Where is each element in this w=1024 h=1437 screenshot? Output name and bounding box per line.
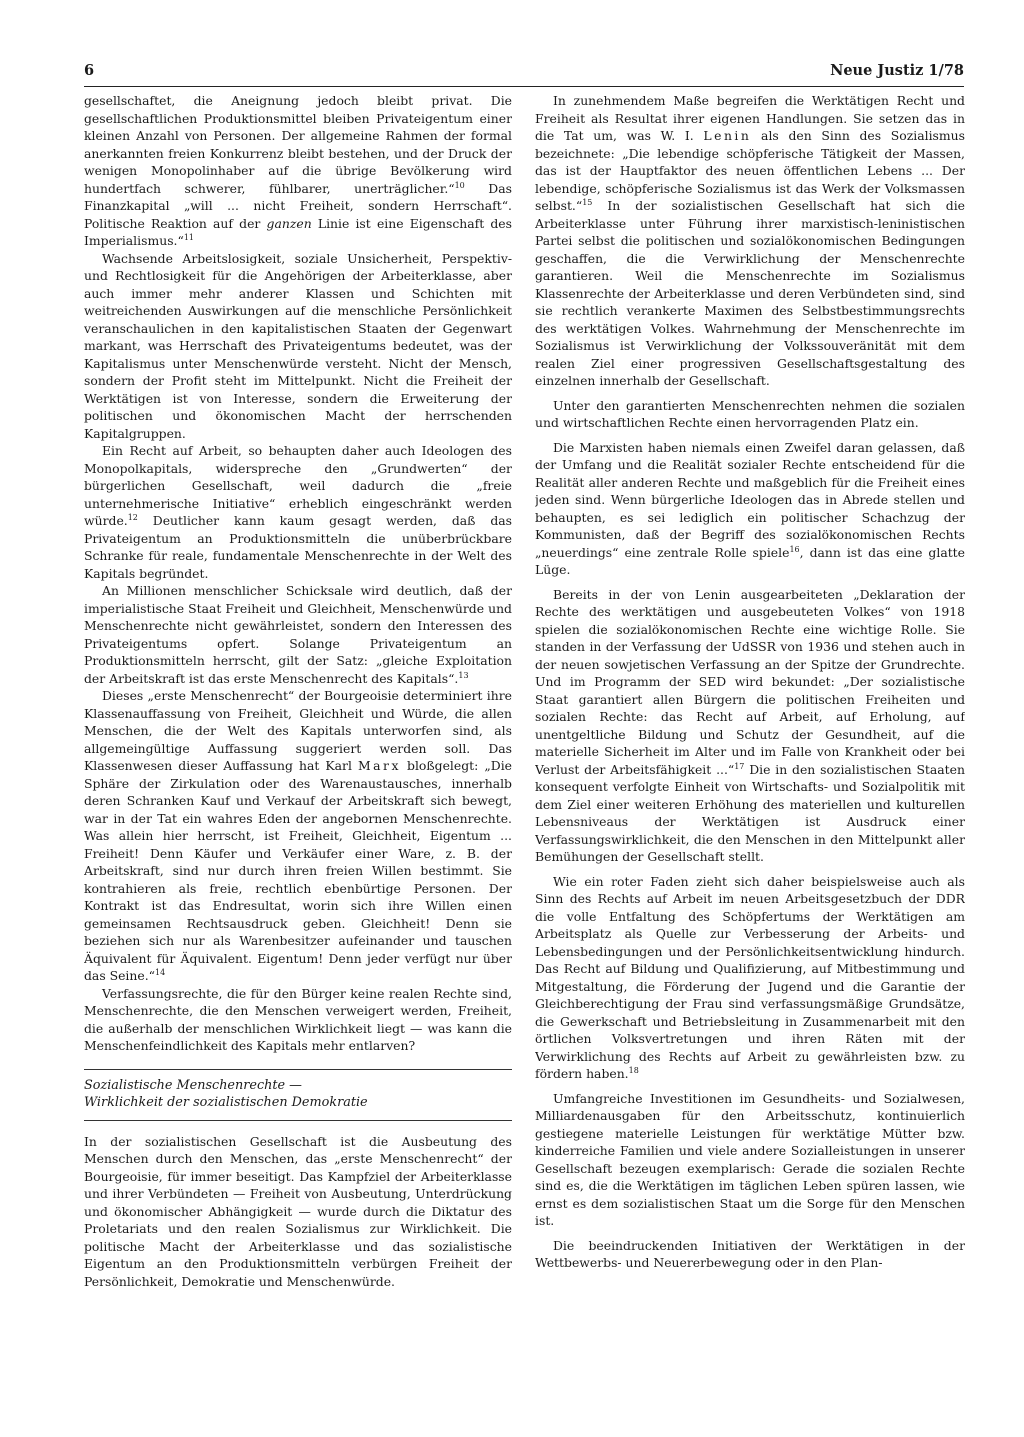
journal-issue: Neue Justiz 1/78: [830, 62, 964, 79]
footnote-ref[interactable]: 18: [628, 1066, 639, 1075]
paragraph: Die beeindruckenden Initiativen der Werktätigen in der Wettbewerbs- und Neuererbewegung oder in den Plan-: [535, 1237, 965, 1270]
paragraph: In zunehmendem Maße begreifen die Werktätigen Recht und Freiheit als Resultat ihrer eigenen Handlungen. Sie setzen das in die Tat um, was W. I. Lenin als den Sinn des Sozialismus bezeichnete: „Die lebendige schöpferische Tätigkeit der Massen, das ist der Hauptfaktor des neuen öffentlichen Lebens ... Der lebendige, schöpferische Sozialismus ist das Werk der Volksmassen selbst.“$^{15}$ In der sozialistischen Gesellschaft hat sich die Arbeiterklasse unter Führung ihrer marxistisch-leninistischen Partei selbst die politischen und sozialökonomischen Bedingungen geschaffen, die die Verwirklichung der Menschenrechte garantieren. Weil die Menschenrechte im Sozialismus Klassenrechte der Arbeiterklasse und deren Verbündeten sind, sind sie rechtlich verankerte Maximen des Selbstbestimmungsrechts des werktätigen Volkes. Wahrnehmung der Menschenrechte im Sozialismus ist Verwirklichung der Volkssouveränität mit dem realen Ziel einer progressiven Gesellschaftsgestaltung des einzelnen innerhalb der Gesellschaft.: [535, 93, 965, 388]
footnote-ref[interactable]: 16: [789, 544, 800, 554]
paragraph: In der sozialistischen Gesellschaft ist die Ausbeutung des Menschen durch den Menschen, das „erste Menschenrecht“ der Bourgeoisie, für immer beseitigt. Das Kampfziel der Arbeiterklasse und ihrer Verbündeten — Freiheit von Ausbeutung, Unterdrückung und ökonomischer Abhängigkeit — wurde durch die Diktatur des Proletariats und den realen Sozialismus zur Wirklichkeit. Die politische Macht der Arbeiterklasse und das sozialistische Eigentum an den Produktionsmitteln verbürgen Freiheit der Persönlichkeit, Demokratie und Menschenwürde.: [84, 1133, 512, 1289]
paragraph: An Millionen menschlicher Schicksale wird deutlich, daß der imperialistische Staat Freiheit und Gleichheit, Menschenwürde und Menschenrechte nicht gewährleistet, sondern den Interessen des Privateigentums opfert. Solange Privateigentum an Produktionsmitteln herrscht, gilt der Satz: „gleiche Exploitation der Arbeitskraft ist das erste Menschenrecht des Kapitals“.$^{13}$: [84, 583, 512, 686]
paragraph: Unter den garantierten Menschenrechten nehmen die sozialen und wirtschaftlichen Rechte einen hervorragenden Platz ein.: [535, 397, 965, 430]
paragraph: Umfangreiche Investitionen im Gesundheits- und Sozialwesen, Milliardenausgaben für den Arbeitsschutz, kontinuierlich gestiegene materielle Leistungen für werktätige Mütter bzw. kinderreiche Familien und viele andere Sozialleistungen in unserer Gesellschaft bezeugen exemplarisch: Gerade die sozialen Rechte sind es, die die Werktätigen im täglichen Leben spüren lassen, wie ernst es dem sozialistischen Staat um die Sorge für den Menschen ist.: [535, 1090, 965, 1228]
paragraph: Verfassungsrechte, die für den Bürger keine realen Rechte sind, Menschenrechte, die den Menschen verweigert werden, Freiheit, die außerhalb der menschlichen Wirklichkeit liegt — was kann die Menschenfeindlichkeit des Kapitals mehr entlarven?: [84, 985, 512, 1053]
footnote-ref[interactable]: 13: [458, 670, 469, 680]
paragraph: Dieses „erste Menschenrecht“ der Bourgeoisie determiniert ihre Klassenauffassung von Freiheit, Gleichheit und Würde, die allen Menschen, die der Welt des Kapitals unterworfen sind, als allgemeingültige Auffassung suggeriert werden soll. Das Klassenwesen dieser Auffassung hat Karl Marx bloßgelegt: „Die Sphäre der Zirkulation oder des Warenaustausches, innerhalb deren Schranken Kauf und Verkauf der Arbeitskraft sich bewegt, war in der Tat ein wahres Eden der angebornen Menschenrechte. Was allein hier herrscht, ist Freiheit, Gleichheit, Eigentum ... Freiheit! Denn Käufer und Verkäufer einer Ware, z. B. der Arbeitskraft, sind nur durch ihren freien Willen bestimmt. Sie kontrahieren als freie, rechtlich ebenbürtige Personen. Der Kontrakt ist das Endresultat, worin sich ihre Willen einen gemeinsamen Rechtsausdruck geben. Gleichheit! Denn sie beziehen sich nur als Warenbesitzer aufeinander und tauschen Äquivalent für Äquivalent. Eigentum! Denn jeder verfügt nur über das Seine.“$^{14}$: [84, 688, 512, 983]
footnote-ref[interactable]: 10: [454, 180, 465, 190]
section-heading: Sozialistische Menschenrechte — Wirklichkeit der sozialistischen Demokratie: [84, 1069, 512, 1121]
page-number: 6: [84, 62, 95, 79]
footnote-ref[interactable]: 17: [734, 761, 745, 771]
footnote-ref[interactable]: 11: [183, 233, 195, 242]
footnote-ref[interactable]: 14: [155, 968, 166, 977]
paragraph: gesellschaftet, die Aneignung jedoch bleibt privat. Die gesellschaftlichen Produktionsmittel bleiben Privateigentum einer kleinen Anzahl von Personen. Der allgemeine Rahmen der formal anerkannten freien Konkurrenz bleibt bestehen, und der Druck der wenigen Monopolinhaber auf die übrige Bevölkerung wird hundertfach schwerer, fühlbarer, unerträglicher.“$^{10}$ Das Finanzkapital „will ... nicht Freiheit, sondern Herrschaft“. Politische Reaktion auf der ganzen Linie ist eine Eigenschaft des Imperialismus.“$^{11}$: [84, 93, 512, 248]
left-column: [84, 92, 512, 1392]
running-header: [84, 60, 964, 87]
right-column: [535, 92, 965, 1392]
footnote-ref[interactable]: 12: [127, 513, 138, 522]
paragraph: Wachsende Arbeitslosigkeit, soziale Unsicherheit, Perspektiv- und Rechtlosigkeit für die Angehörigen der Arbeiterklasse, aber auch immer mehr anderer Klassen und Schichten mit weitreichenden Auswirkungen auf die menschliche Persönlichkeit veranschaulichen in den kapitalistischen Staaten der Gegenwart markant, was Herrschaft des Privateigentums bedeutet, was der Kapitalismus unter Menschenwürde versteht. Nicht der Mensch, sondern der Profit steht im Mittelpunkt. Nicht die Freiheit der Werktätigen ist von Interesse, sondern die Erweiterung der politischen und ökonomischen Macht der herrschenden Kapitalgruppen.: [84, 250, 512, 441]
paragraph: Ein Recht auf Arbeit, so behaupten daher auch Ideologen des Monopolkapitals, widerspreche den „Grundwerten“ der bürgerlichen Gesellschaft, weil dadurch die „freie unternehmerische Initiative“ erheblich eingeschränkt werden würde.$^{12}$ Deutlicher kann kaum gesagt werden, daß das Privateigentum an Produktionsmitteln die unüberbrückbare Schranke für reale, fundamentale Menschenrechte in der Welt des Kapitals begründet.: [84, 443, 512, 581]
paragraph: Bereits in der von Lenin ausgearbeiteten „Deklaration der Rechte des werktätigen und ausgebeuteten Volkes“ von 1918 spielen die sozialökonomischen Rechte eine wichtige Rolle. Sie standen in der Verfassung der UdSSR von 1936 und stehen auch in der neuen sowjetischen Verfassung an der Spitze der Grundrechte. Und im Programm der SED wird bekundet: „Der sozialistische Staat garantiert allen Bürgern die politischen Freiheiten und sozialen Rechte: das Recht auf Arbeit, auf Erholung, auf unentgeltliche Bildung und Schutz der Gesundheit, auf die materielle Sicherheit im Alter und im Falle von Krankheit oder bei Verlust der Arbeitsfähigkeit ...“$^{17}$ Die in den sozialistischen Staaten konsequent verfolgte Einheit von Wirtschafts- und Sozialpolitik mit dem Ziel einer weiteren Erhöhung des materiellen und kulturellen Lebensniveaus der Werktätigen ist Ausdruck einer Verfassungswirklichkeit, die den Menschen in den Mittelpunkt aller Bemühungen der Gesellschaft stellt.: [535, 586, 965, 864]
paragraph: Wie ein roter Faden zieht sich daher beispielsweise auch als Sinn des Rechts auf Arbeit im neuen Arbeitsgesetzbuch der DDR die volle Entfaltung des Schöpfertums der Werktätigen am Arbeitsplatz als Quelle zur Verbesserung der Arbeits- und Lebensbedingungen und der Persönlichkeitsentwicklung hindurch. Das Recht auf Bildung und Qualifizierung, auf Mitbestimmung und Mitgestaltung, die Förderung der Jugend und die Garantie der Gleichberechtigung der Frau sind verfassungsmäßige Grundsätze, die Gewerkschaft und Betriebsleitung in Zusammenarbeit mit den örtlichen Volksvertretungen und ihren Räten mit der Verwirklichung des Rechts auf Arbeit zu gewährleisten bzw. zu fördern haben.$^{18}$: [535, 873, 965, 1081]
footnote-ref[interactable]: 15: [582, 198, 593, 207]
paragraph: Die Marxisten haben niemals einen Zweifel daran gelassen, daß der Umfang und die Realität sozialer Rechte entscheidend für die Realität aller anderen Rechte und maßgeblich für die Freiheit eines jeden sind. Wenn bürgerliche Ideologen das in Abrede stellen und behaupten, es sei lediglich ein politischer Schachzug der Kommunisten, daß der Begriff des sozialökonomischen Rechts „neuerdings“ eine zentrale Rolle spiele$^{16}$, dann ist das eine glatte Lüge.: [535, 439, 965, 577]
